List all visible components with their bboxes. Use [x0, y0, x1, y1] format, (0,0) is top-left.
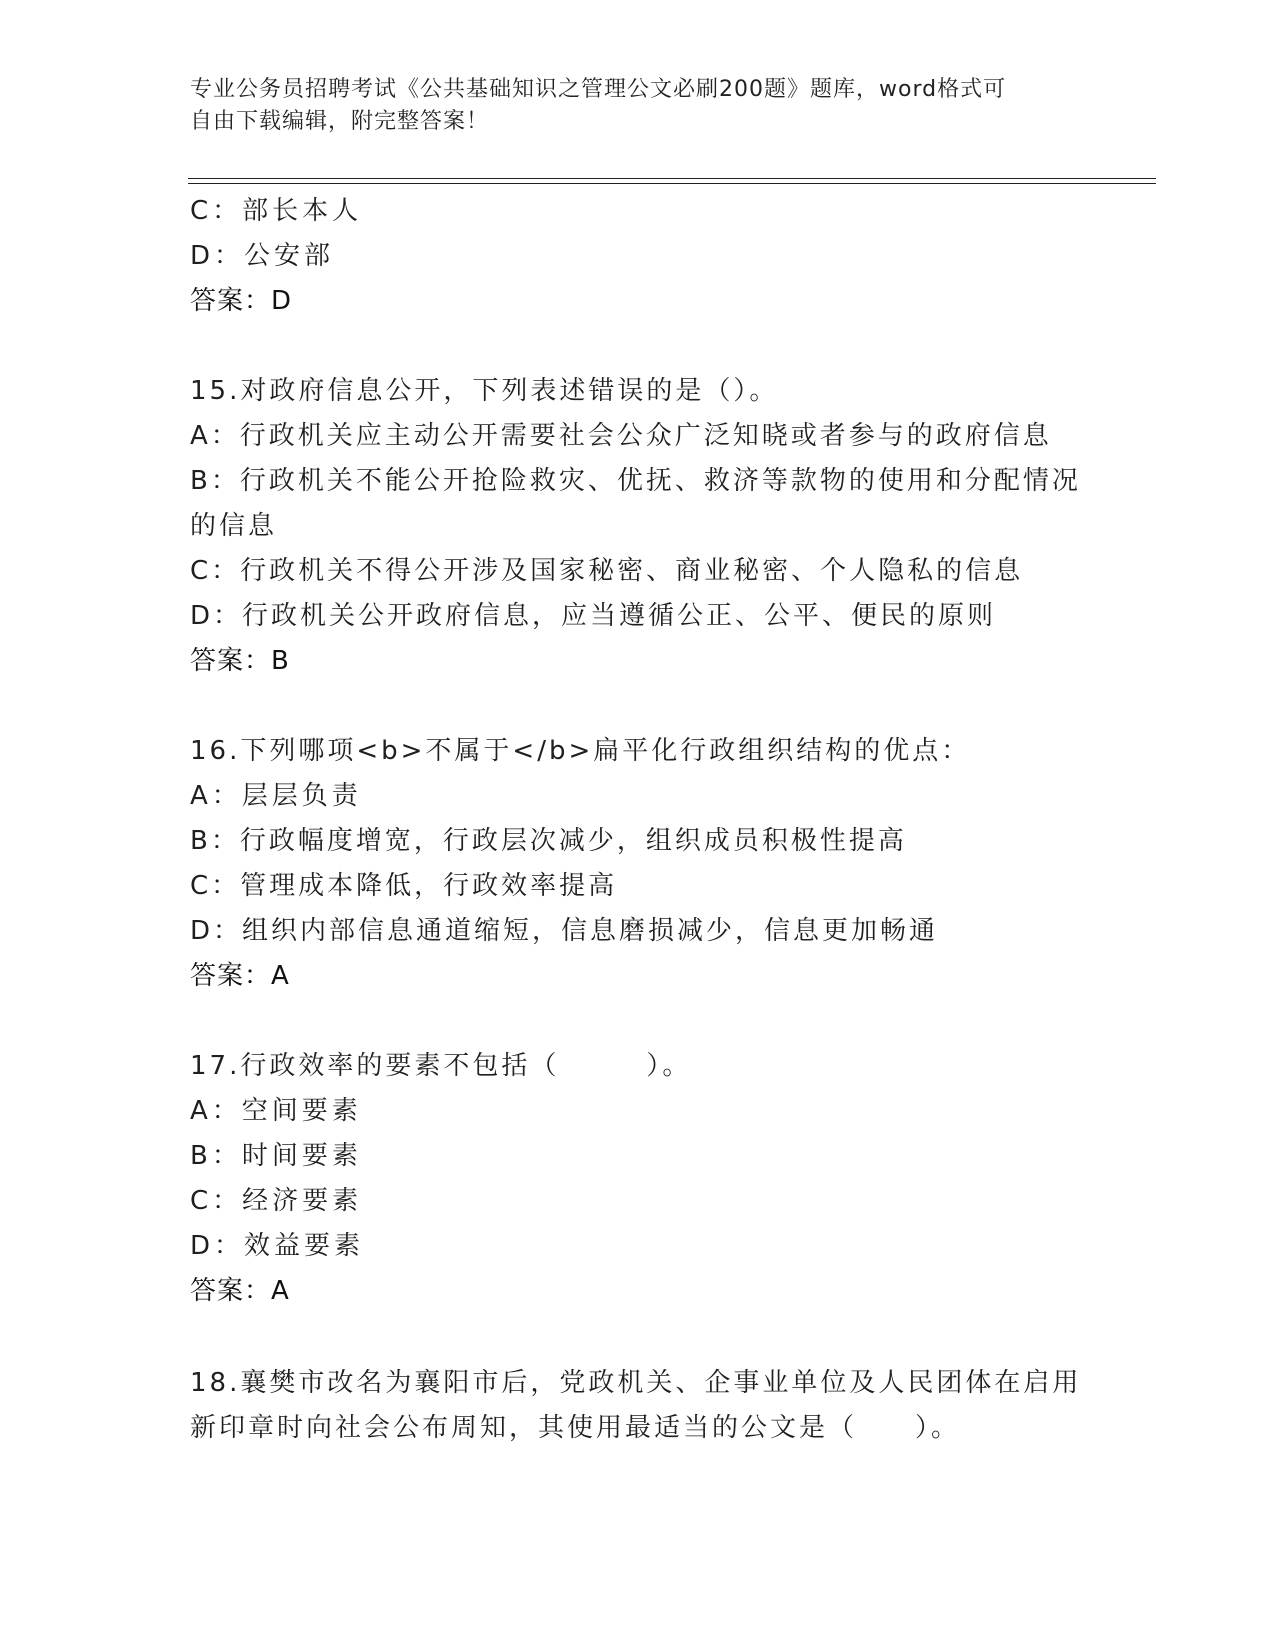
q15-option-a: A：行政机关应主动公开需要社会公众广泛知晓或者参与的政府信息: [190, 421, 1052, 451]
q15-option-c: C：行政机关不得公开涉及国家秘密、商业秘密、个人隐私的信息: [190, 556, 1024, 586]
q18-question: 18.襄樊市改名为襄阳市后，党政机关、企事业单位及人民团体在启用: [190, 1368, 1082, 1398]
q18-question-continued: 新印章时向社会公布周知，其使用最适当的公文是（ ）。: [190, 1413, 961, 1443]
q15-option-d: D：行政机关公开政府信息，应当遵循公正、公平、便民的原则: [190, 601, 997, 631]
q16-option-c: C：管理成本降低，行政效率提高: [190, 871, 618, 901]
header-line-2: 自由下载编辑，附完整答案！: [190, 109, 490, 134]
q16-option-b: B：行政幅度增宽，行政层次减少，组织成员积极性提高: [190, 826, 907, 856]
q16-option-a: A：层层负责: [190, 781, 362, 811]
q16-option-d: D：组织内部信息通道缩短，信息磨损减少，信息更加畅通: [190, 916, 939, 946]
q17-option-b: B：时间要素: [190, 1141, 362, 1171]
q14-option-c: C：部长本人: [190, 196, 363, 226]
q14-option-d: D：公安部: [190, 241, 335, 271]
header-rule-top: [188, 178, 1156, 179]
header-line-1: 专业公务员招聘考试《公共基础知识之管理公文必刷200题》题库，word格式可: [190, 77, 1007, 102]
q16-answer: 答案：A: [190, 961, 290, 991]
q17-question: 17.行政效率的要素不包括（ ）。: [190, 1051, 692, 1081]
q15-option-b: B：行政机关不能公开抢险救灾、优抚、救济等款物的使用和分配情况: [190, 466, 1081, 496]
q17-option-c: C：经济要素: [190, 1186, 363, 1216]
q14-answer: 答案：D: [190, 286, 293, 316]
q17-option-d: D：效益要素: [190, 1231, 365, 1261]
q15-option-b-continued: 的信息: [190, 511, 278, 541]
q16-question: 16.下列哪项<b>不属于</b>扁平化行政组织结构的优点：: [190, 736, 971, 766]
header-rule-bottom: [188, 183, 1156, 184]
q15-question: 15.对政府信息公开，下列表述错误的是（）。: [190, 376, 779, 406]
q17-option-a: A：空间要素: [190, 1096, 362, 1126]
document-header: [190, 74, 1090, 138]
q15-answer: 答案：B: [190, 646, 290, 676]
q17-answer: 答案：A: [190, 1276, 290, 1306]
